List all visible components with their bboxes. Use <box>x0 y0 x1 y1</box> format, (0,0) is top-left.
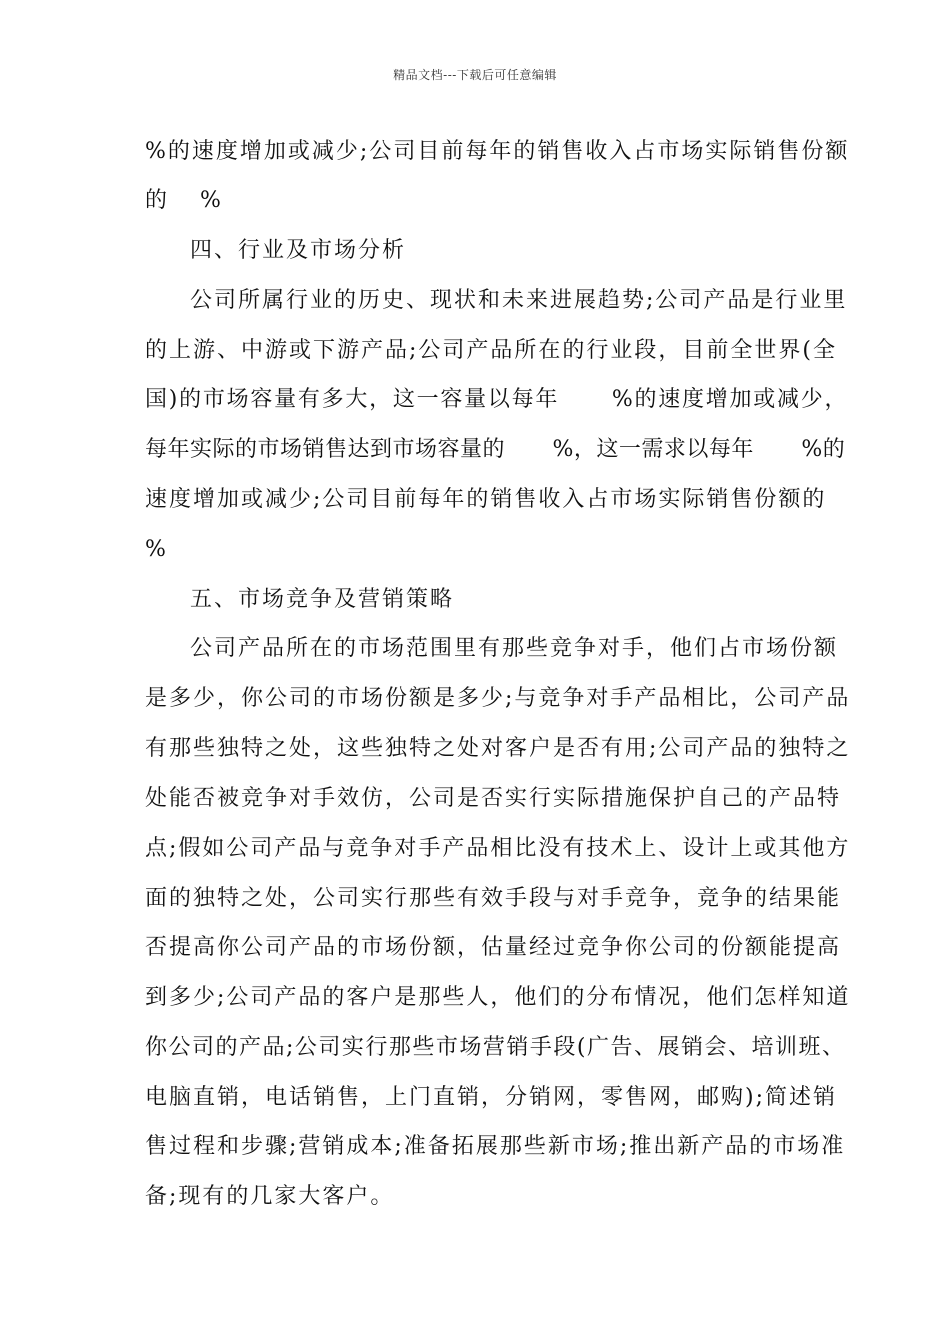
section-heading: 五、市场竞争及营销策略 <box>190 587 455 612</box>
text-line: %的速度增加或减少;公司目前每年的销售收入占市场实际销售份额 <box>145 139 850 164</box>
text-line: 的上游、中游或下游产品;公司产品所在的行业段，目前全世界(全 <box>145 338 837 363</box>
text-line: 到多少;公司产品的客户是那些人，他们的分布情况，他们怎样知道 <box>145 985 851 1010</box>
text-line: 公司产品所在的市场范围里有那些竞争对手，他们占市场份额 <box>190 636 839 661</box>
text-line: 国)的市场容量有多大，这一容量以每年 %的速度增加或减少， <box>145 387 849 412</box>
section-heading: 四、行业及市场分析 <box>190 238 407 263</box>
text-line: 公司所属行业的历史、现状和未来进展趋势;公司产品是行业里 <box>190 288 848 313</box>
text-line: 电脑直销，电话销售，上门直销，分销网，零售网，邮购);简述销 <box>145 1085 837 1110</box>
text-line: 是多少，你公司的市场份额是多少;与竞争对手产品相比，公司产品 <box>145 686 851 711</box>
text-line: 有那些独特之处，这些独特之处对客户是否有用;公司产品的独特之 <box>145 736 851 761</box>
page-header: 精品文档---下载后可任意编辑 <box>393 68 557 82</box>
text-line: 备;现有的几家大客户。 <box>145 1184 395 1209</box>
text-line: % <box>145 537 168 562</box>
text-line: 售过程和步骤;营销成本;准备拓展那些新市场;推出新产品的市场准 <box>145 1134 846 1159</box>
text-line: 否提高你公司产品的市场份额，估量经过竞争你公司的份额能提高 <box>145 935 842 960</box>
text-line: 面的独特之处，公司实行那些有效手段与对手竞争，竞争的结果能 <box>145 886 842 911</box>
text-line: 速度增加或减少;公司目前每年的销售收入占市场实际销售份额的 <box>145 487 827 512</box>
text-line: 点;假如公司产品与竞争对手产品相比没有技术上、设计上或其他方 <box>145 836 851 861</box>
text-line: 你公司的产品;公司实行那些市场营销手段(广告、展销会、培训班、 <box>145 1035 846 1060</box>
text-line: 处能否被竞争对手效仿，公司是否实行实际措施保护自己的产品特 <box>145 786 842 811</box>
text-line: 每年实际的市场销售达到市场容量的 %，这一需求以每年 %的 <box>145 437 846 462</box>
text-line: 的 % <box>145 188 223 213</box>
